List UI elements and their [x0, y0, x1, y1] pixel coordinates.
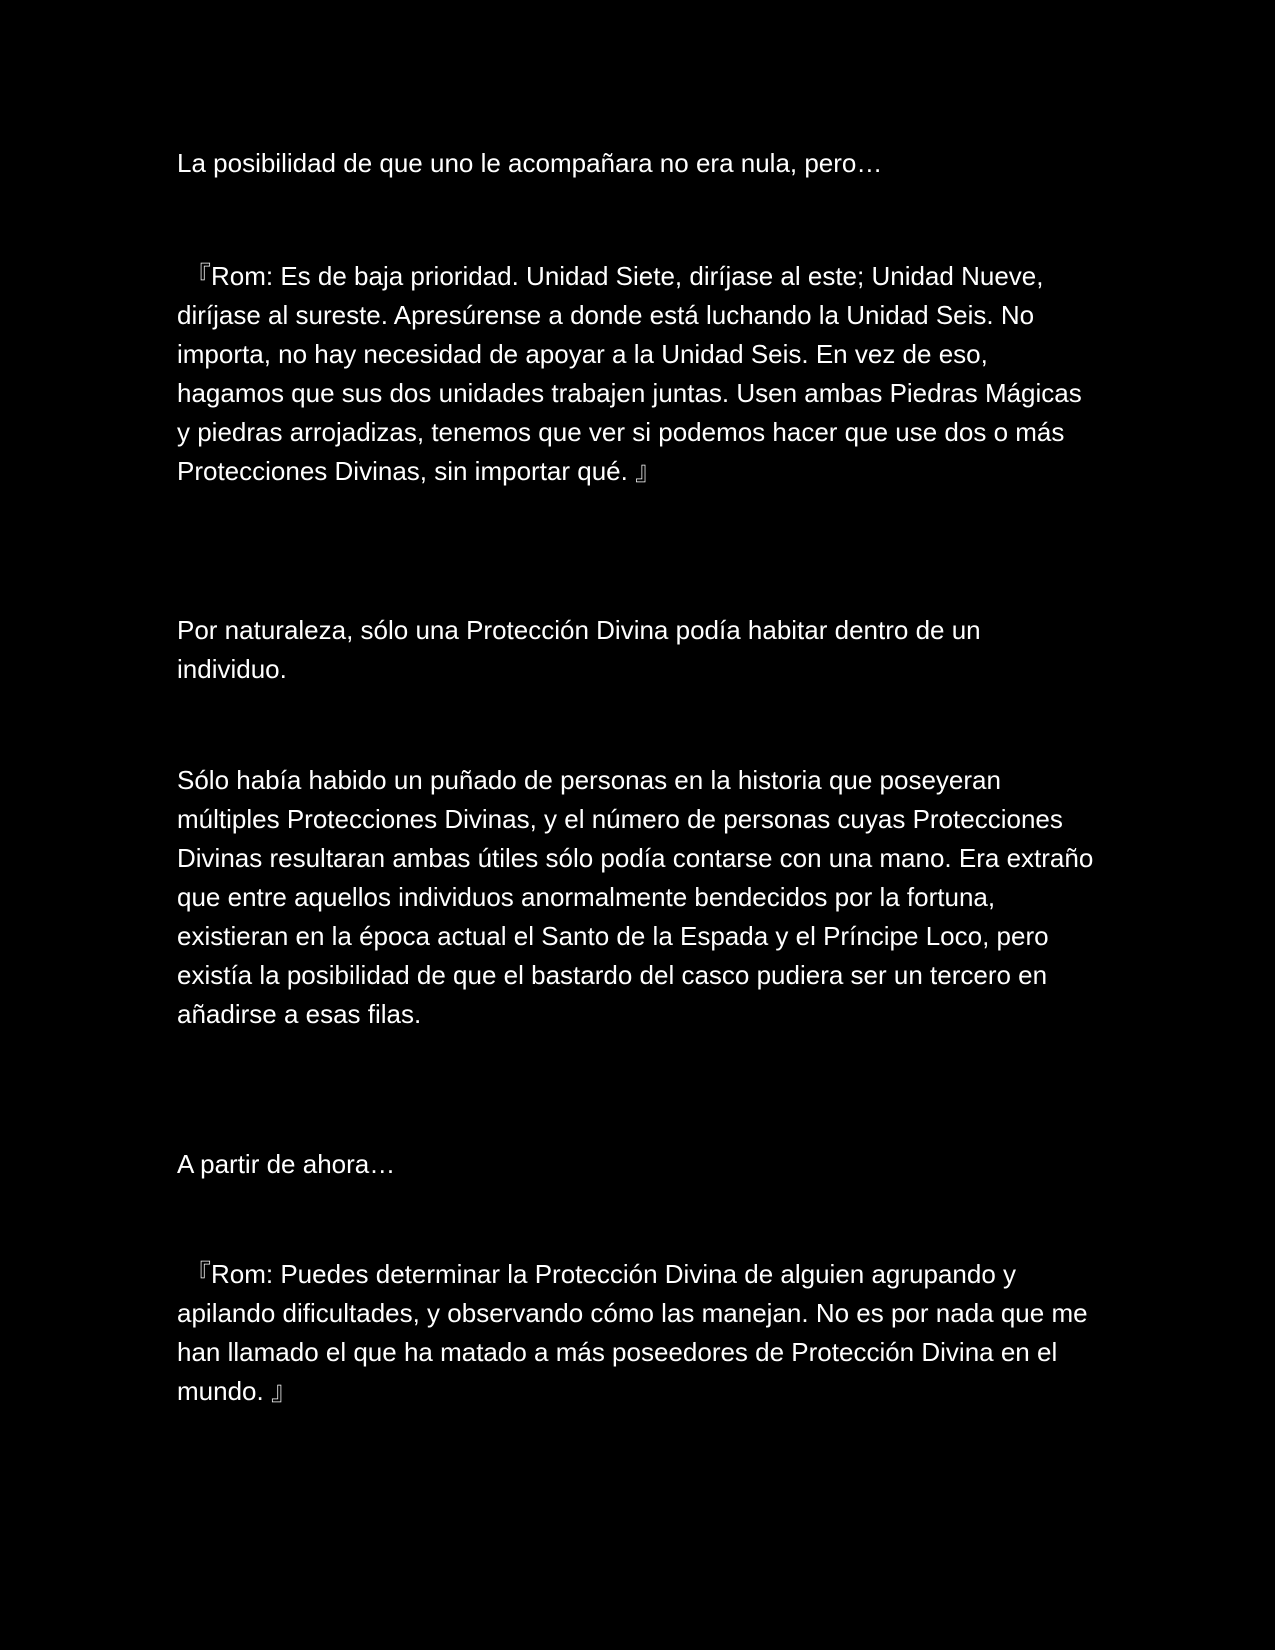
paragraph-narration-3: Sólo había habido un puñado de personas en la historia que poseyeran múltiples Protecciones Divinas, y el número de personas cuyas Protecciones Divinas resultaran ambas útiles sólo podía contarse con una mano. Era extraño que entre aquellos individuos anormalmente bendecidos por la fortuna, existieran en la época actual el Santo de la Espada y el Príncipe Loco, pero existía la posibilidad de que el bastardo del casco pudiera ser un tercero en añadirse a esas filas. [177, 765, 1094, 1029]
paragraph-narration-2: Por naturaleza, sólo una Protección Divina podía habitar dentro de un individuo. [177, 615, 981, 684]
paragraph-dialogue-rom-1: 『Rom: Es de baja prioridad. Unidad Siete, diríjase al este; Unidad Nueve, diríjase al sureste. Apresúrense a donde está luchando la Unidad Seis. No importa, no hay necesidad de apoyar a la Unidad Seis. En vez de eso, hagamos que sus dos unidades trabajen juntas. Usen ambas Piedras Mágicas y piedras arrojadizas, tenemos que ver si podemos hacer que use dos o más Protecciones Divinas, sin importar qué. 』 [177, 261, 1082, 486]
paragraph-dialogue-rom-2: 『Rom: Puedes determinar la Protección Divina de alguien agrupando y apilando dificultades, y observando cómo las manejan. No es por nada que me han llamado el que ha matado a más poseedores de Protección Divina en el mundo. 』 [177, 1259, 1088, 1406]
paragraph-narration-1: La posibilidad de que uno le acompañara no era nula, pero… [177, 148, 883, 178]
paragraph-narration-4: A partir de ahora… [177, 1149, 396, 1179]
